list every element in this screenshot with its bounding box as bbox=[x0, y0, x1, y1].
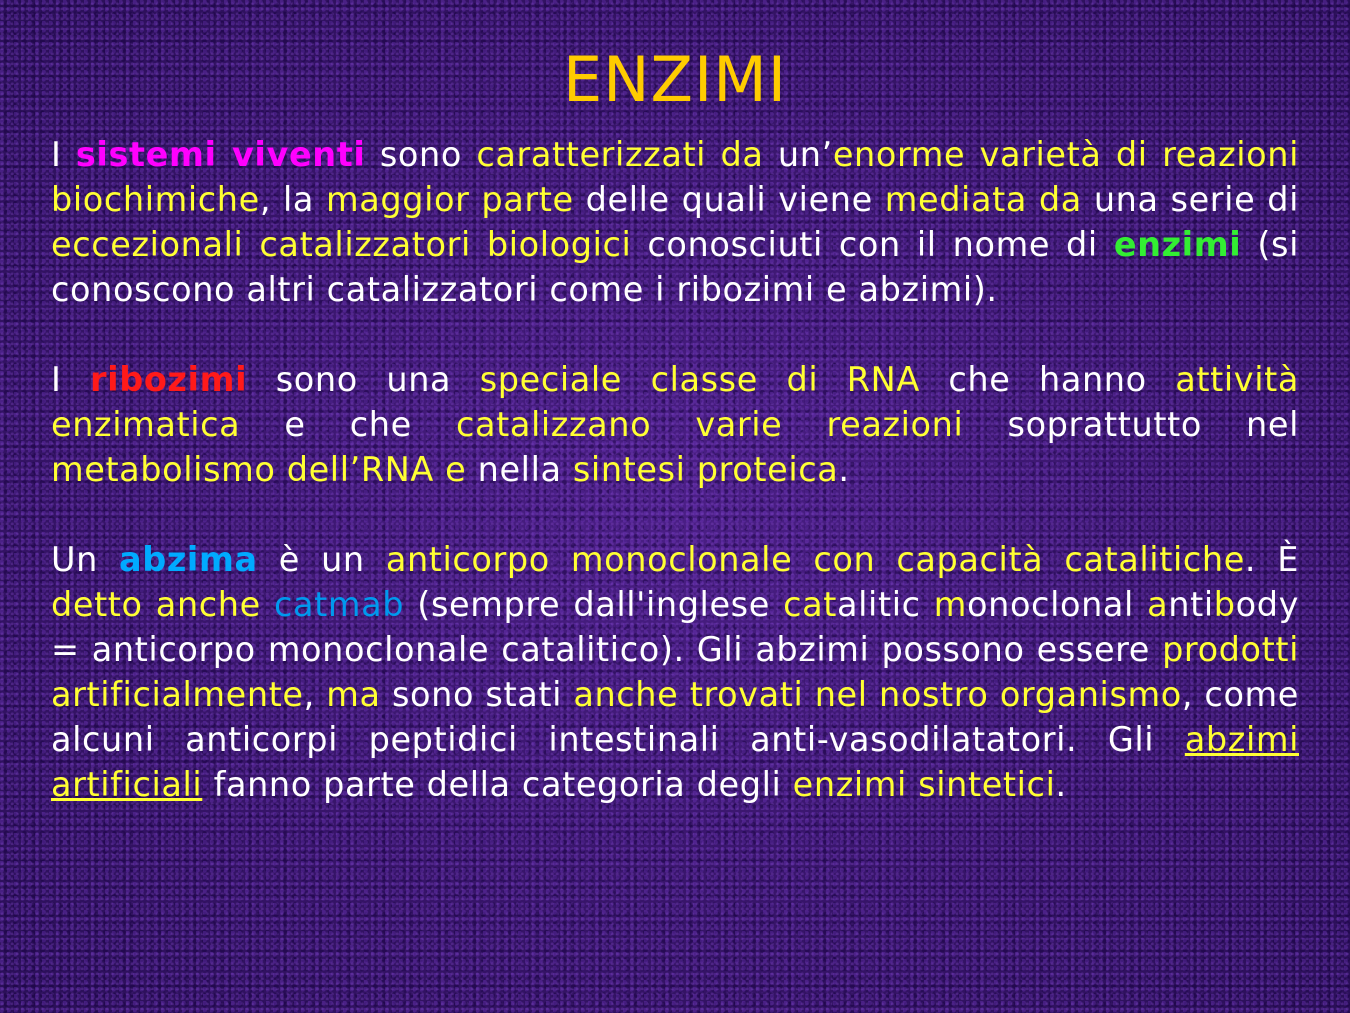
text-segment: nella bbox=[466, 450, 573, 489]
text-segment: sono una bbox=[247, 360, 480, 399]
text-segment: alitic bbox=[837, 585, 934, 624]
text-segment: cat bbox=[783, 585, 838, 624]
paragraph-ribozimi bbox=[51, 357, 1299, 492]
text-segment: ody = anticorpo monoclonale catalitico). Gli abzimi possono essere bbox=[51, 585, 1300, 669]
text-segment: sintesi proteica bbox=[572, 450, 839, 489]
text-segment bbox=[261, 585, 274, 624]
text-segment: enorme varietà di reazioni biochimiche bbox=[51, 135, 1300, 219]
text-segment: I bbox=[51, 360, 91, 399]
text-segment: catmab bbox=[274, 585, 405, 624]
text-segment: abzimi artificiali bbox=[51, 720, 1299, 804]
text-segment: sono bbox=[365, 135, 477, 174]
text-segment: catalizzano varie reazioni bbox=[455, 405, 964, 444]
text-segment: eccezionali catalizzatori biologici bbox=[51, 225, 632, 264]
text-segment: ma bbox=[326, 675, 381, 714]
text-segment: maggior parte bbox=[325, 180, 574, 219]
text-segment: I bbox=[51, 135, 76, 174]
text-segment: delle quali viene bbox=[573, 180, 885, 219]
slide-body bbox=[51, 132, 1299, 807]
text-segment: una serie di bbox=[1081, 180, 1299, 219]
text-segment: a bbox=[1147, 585, 1169, 624]
text-segment: anticorpo monoclonale con capacità catalitiche bbox=[385, 540, 1245, 579]
text-segment: . bbox=[1055, 765, 1067, 804]
text-segment: , la bbox=[259, 180, 326, 219]
text-segment: ribozimi bbox=[90, 360, 248, 399]
text-segment: sistemi viventi bbox=[75, 135, 366, 174]
text-segment: mediata da bbox=[884, 180, 1082, 219]
text-segment: m bbox=[933, 585, 968, 624]
text-segment: , bbox=[303, 675, 327, 714]
text-segment: speciale classe di RNA bbox=[479, 360, 920, 399]
text-segment: che hanno bbox=[919, 360, 1176, 399]
text-segment: Un bbox=[51, 540, 120, 579]
text-segment: . È bbox=[1244, 540, 1300, 579]
text-segment: (si conoscono altri catalizzatori come i ribozimi e abzimi). bbox=[51, 225, 1299, 309]
text-segment: b bbox=[1213, 585, 1236, 624]
text-segment: nti bbox=[1168, 585, 1214, 624]
text-segment: soprattutto nel bbox=[963, 405, 1299, 444]
text-segment: . bbox=[838, 450, 850, 489]
text-segment: è un bbox=[257, 540, 386, 579]
text-segment: abzima bbox=[119, 540, 258, 579]
text-segment: un’ bbox=[763, 135, 833, 174]
text-segment: prodotti artificialmente bbox=[51, 630, 1299, 714]
paragraph-abzima bbox=[51, 537, 1299, 807]
text-segment: onoclonal bbox=[967, 585, 1148, 624]
text-segment: caratterizzati da bbox=[476, 135, 764, 174]
text-segment: anche trovati nel nostro organismo bbox=[573, 675, 1182, 714]
text-segment: , come alcuni anticorpi peptidici intestinali anti-vasodilatatori. Gli bbox=[51, 675, 1299, 759]
text-segment: e che bbox=[240, 405, 456, 444]
text-segment: enzimi sintetici bbox=[792, 765, 1056, 804]
text-segment: metabolismo dell’RNA e bbox=[51, 450, 467, 489]
text-segment: fanno parte della categoria degli bbox=[202, 765, 793, 804]
slide-title: ENZIMI bbox=[562, 43, 788, 116]
text-segment: conosciuti con il nome di bbox=[631, 225, 1114, 264]
text-segment: detto anche bbox=[51, 585, 261, 624]
text-segment: enzimi bbox=[1113, 225, 1242, 264]
text-segment: (sempre dall'inglese bbox=[404, 585, 784, 624]
text-segment: attività enzimatica bbox=[51, 360, 1299, 444]
paragraph-enzimi bbox=[51, 132, 1299, 312]
text-segment: sono stati bbox=[380, 675, 574, 714]
